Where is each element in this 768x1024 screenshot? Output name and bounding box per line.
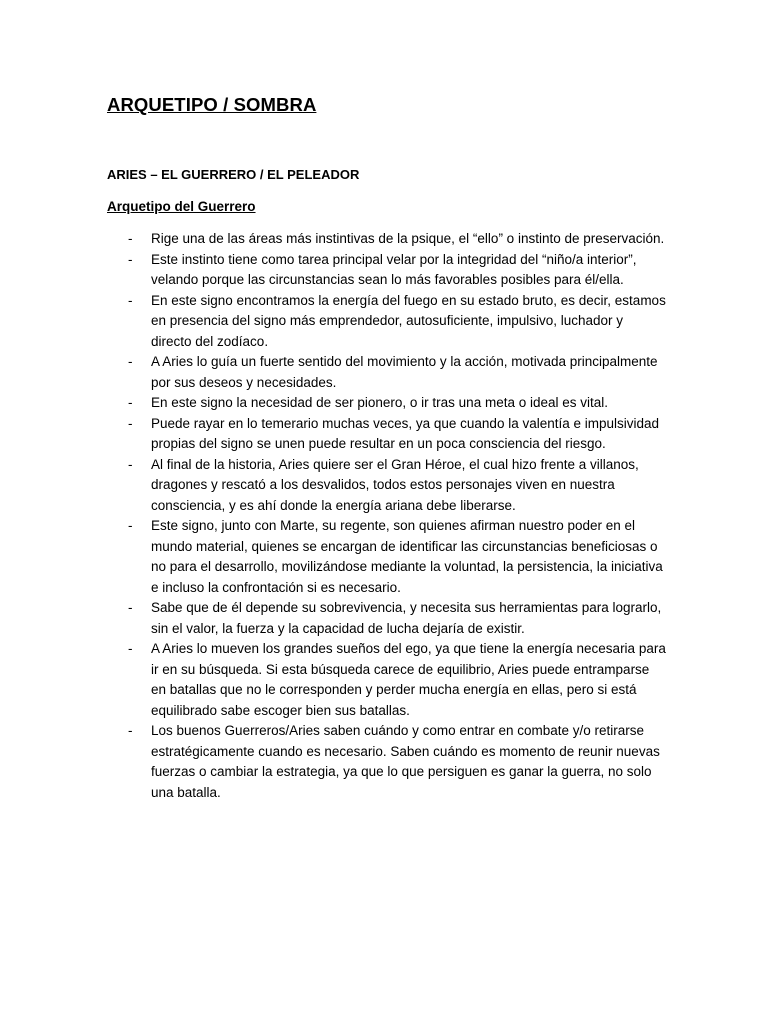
list-item xyxy=(107,516,667,598)
bullet-dash: - xyxy=(128,518,133,533)
bullet-dash: - xyxy=(128,231,133,246)
list-item xyxy=(107,455,667,517)
list-item xyxy=(107,393,667,414)
list-item xyxy=(107,414,667,455)
bullet-text: Sabe que de él depende su sobrevivencia, y necesita sus herramientas para lograrlo, sin el valor, la fuerza y la capacidad de lucha dejaría de existir. xyxy=(151,600,662,636)
list-item xyxy=(107,598,667,639)
bullet-dash: - xyxy=(128,251,133,267)
bullet-text: Los buenos Guerreros/Aries saben cuándo y como entrar en combate y/o retirarse estratégicamente cuando es necesario. Saben cuándo es momento de reunir nuevas fuerzas o cambiar la estrategia, ya que lo que persiguen es ganar la guerra, no solo una batalla. xyxy=(151,723,660,800)
bullet-dash: - xyxy=(128,723,133,738)
list-item xyxy=(107,250,667,291)
bullet-text: A Aries lo guía un fuerte sentido del movimiento y la acción, motivada principalmente por sus deseos y necesidades. xyxy=(151,354,658,390)
bullet-text: En este signo encontramos la energía del fuego en su estado bruto, es decir, estamos en presencia del signo más emprendedor, autosuficiente, impulsivo, luchador y directo del zodíaco. xyxy=(151,292,666,349)
bullet-dash: - xyxy=(128,641,133,656)
bullet-dash: - xyxy=(128,600,133,615)
bullet-text: Rige una de las áreas más instintivas de la psique, el “ello” o instinto de preservación. xyxy=(151,231,665,246)
subheading: Arquetipo del Guerrero xyxy=(107,199,256,214)
bullet-text: A Aries lo mueven los grandes sueños del ego, ya que tiene la energía necesaria para ir en su búsqueda. Si esta búsqueda carece de equilibrio, Aries puede entramparse en batallas que no le corresponden y perder mucha energía en ellas, pero si está equilibrado sabe escoger bien sus batallas. xyxy=(151,641,666,718)
list-item xyxy=(107,639,667,721)
bullet-dash: - xyxy=(128,292,133,308)
bullet-text: Este instinto tiene como tarea principal velar por la integridad del “niño/a interior”, velando porque las circunstancias sean lo más favorables posibles para él/ella. xyxy=(151,251,637,287)
bullet-text: En este signo la necesidad de ser pionero, o ir tras una meta o ideal es vital. xyxy=(151,395,609,410)
list-item xyxy=(107,352,667,393)
bullet-text: Puede rayar en lo temerario muchas veces, ya que cuando la valentía e impulsividad propias del signo se unen puede resultar en un poca consciencia del riesgo. xyxy=(151,415,660,451)
list-item xyxy=(107,721,667,803)
bullet-dash: - xyxy=(128,456,133,472)
list-item xyxy=(107,291,667,353)
bullet-dash: - xyxy=(128,415,133,431)
bullet-dash: - xyxy=(128,395,133,410)
bullet-dash: - xyxy=(128,354,133,369)
list-item xyxy=(107,229,667,250)
section-heading: ARIES – EL GUERRERO / EL PELEADOR xyxy=(107,167,360,182)
bullet-text: Este signo, junto con Marte, su regente, son quienes afirman nuestro poder en el mundo material, quienes se encargan de identificar las circunstancias beneficiosas o no para el desarrollo, movilizándose mediante la voluntad, la persistencia, la iniciativa e incluso la confrontación si es necesario. xyxy=(151,518,663,595)
bullet-list xyxy=(107,229,667,803)
document-title: ARQUETIPO / SOMBRA xyxy=(107,94,317,115)
bullet-text: Al final de la historia, Aries quiere ser el Gran Héroe, el cual hizo frente a villanos, dragones y rescató a los desvalidos, todos estos personajes viven en nuestra consciencia, y es ahí donde la energía ariana debe liberarse. xyxy=(151,456,639,513)
